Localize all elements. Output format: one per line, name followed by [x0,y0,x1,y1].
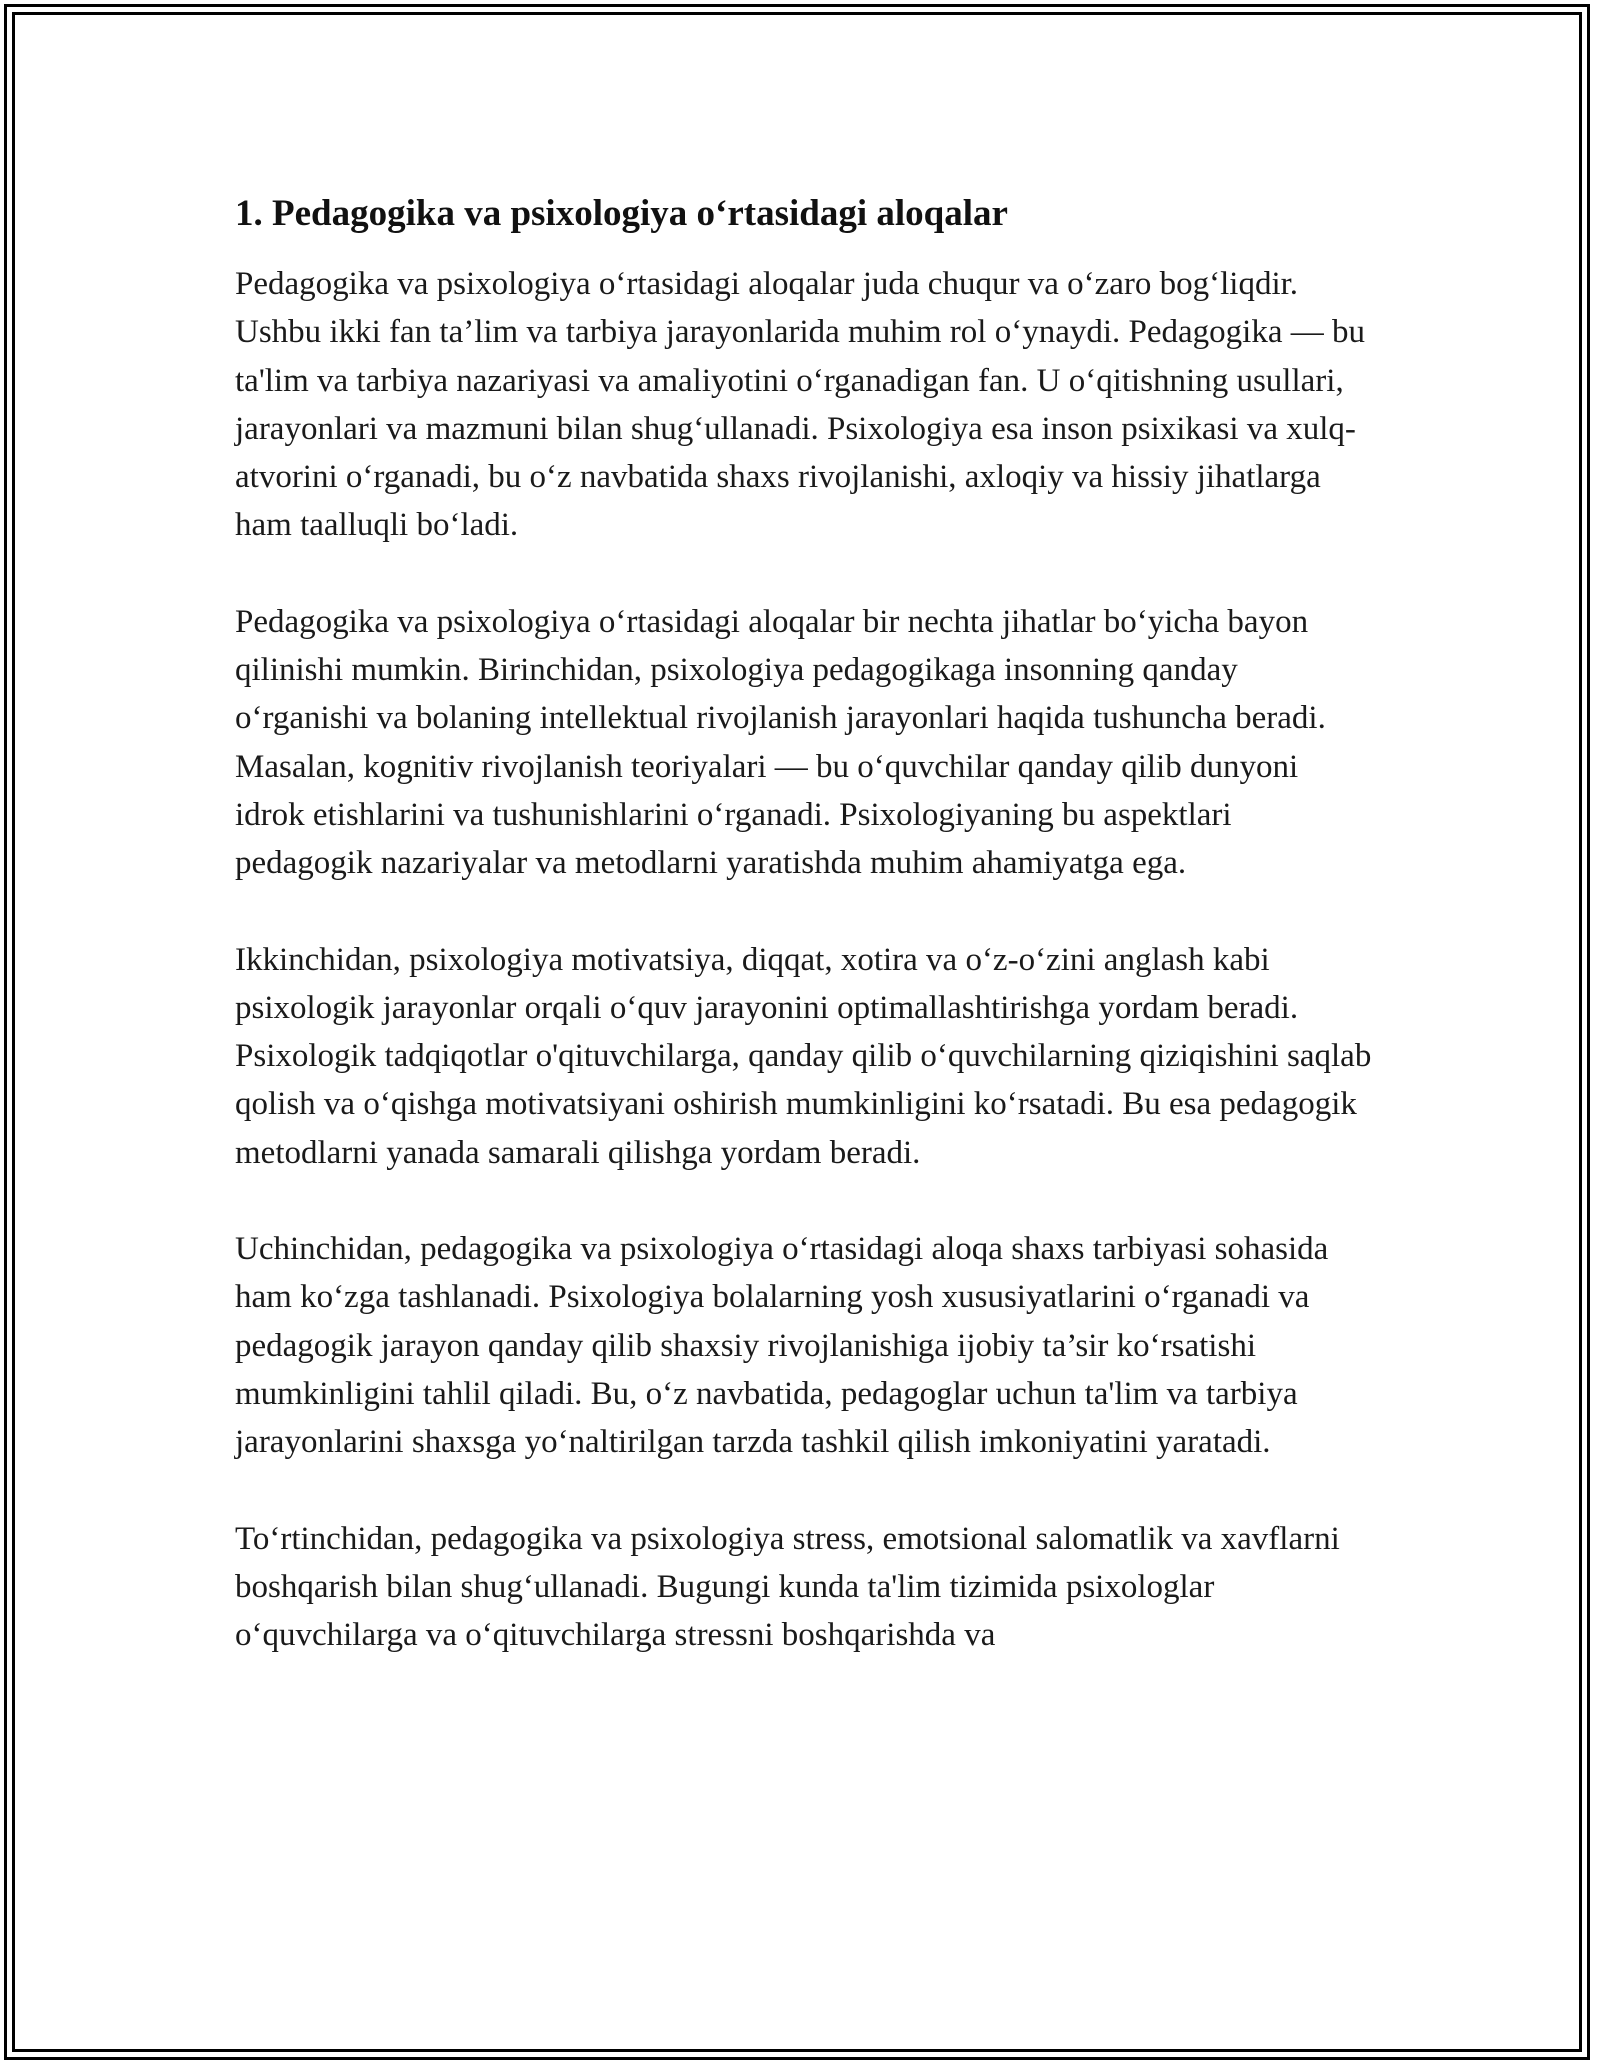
paragraph-1: Pedagogika va psixologiya o‘rtasidagi aloqalar juda chuqur va o‘zaro bog‘liqdir. Ushbu ikki fan ta’lim va tarbiya jarayonlarida muhim rol o‘ynaydi. Pedagogika — bu ta'lim va tarbiya nazariyasi va amaliyotini o‘rganadigan fan. U o‘qitishning usullari, jarayonlari va mazmuni bilan shug‘ullanadi. Psixologiya esa inson psixikasi va xulq-atvorini o‘rganadi, bu o‘z navbatida shaxs rivojlanishi, axloqiy va hissiy jihatlarga ham taalluqli bo‘ladi. [235,266,1365,544]
paragraph-4: Uchinchidan, pedagogika va psixologiya o‘rtasidagi aloqa shaxs tarbiyasi sohasida ham ko‘zga tashlanadi. Psixologiya bolalarning yosh xususiyatlarini o‘rganadi va pedagogik jarayon qanday qilib shaxsiy rivojlanishiga ijobiy ta’sir ko‘rsatishi mumkinligini tahlil qiladi. Bu, o‘z navbatida, pedagoglar uchun ta'lim va tarbiya jarayonlarini shaxsga yo‘naltirilgan tarzda tashkil qilish imkoniyatini yaratadi. [235,1231,1329,1461]
paragraph-5: To‘rtinchidan, pedagogika va psixologiya stress, emotsional salomatlik va xavflarni boshqarish bilan shug‘ullanadi. Bugungi kunda ta'lim tizimida psixologlar o‘quvchilarga va o‘qituvchilarga stressni boshqarishda va [235,1520,1340,1654]
section-heading: 1. Pedagogika va psixologiya o‘rtasidagi aloqalar [235,193,1008,234]
paragraph-3: Ikkinchidan, psixologiya motivatsiya, diqqat, xotira va o‘z-o‘zini anglash kabi psixologik jarayonlar orqali o‘quv jarayonini optimallashtirishga yordam beradi. Psixologik tadqiqotlar o'qituvchilarga, qanday qilib o‘quvchilarning qiziqishini saqlab qolish va o‘qishga motivatsiyani oshirish mumkinligini ko‘rsatadi. Bu esa pedagogik metodlarni yanada samarali qilishga yordam beradi. [235,941,1372,1171]
document-body [235,186,1375,1659]
paragraph-2: Pedagogika va psixologiya o‘rtasidagi aloqalar bir nechta jihatlar bo‘yicha bayon qilinishi mumkin. Birinchidan, psixologiya pedagogikaga insonning qanday o‘rganishi va bolaning intellektual rivojlanish jarayonlari haqida tushuncha beradi. Masalan, kognitiv rivojlanish teoriyalari — bu o‘quvchilar qanday qilib dunyoni idrok etishlarini va tushunishlarini o‘rganadi. Psixologiyaning bu aspektlari pedagogik nazariyalar va metodlarni yaratishda muhim ahamiyatga ega. [235,603,1326,882]
